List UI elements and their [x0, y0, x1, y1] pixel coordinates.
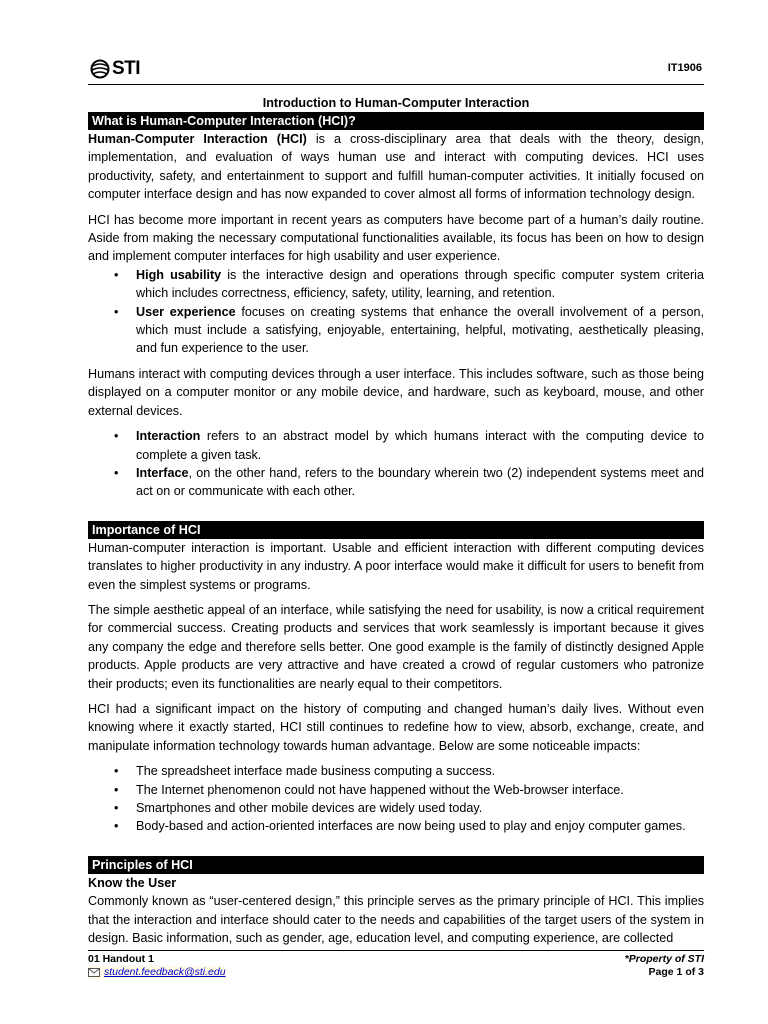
- header-divider: [88, 84, 704, 85]
- paragraph: HCI had a significant impact on the history of computing and changed human’s daily lives. Without even knowing where it exactly started, HCI still continues to redefine how to view, absorb, exchange, create, and manipulate information technology towards human advantage. Below are some noticeable impacts:: [88, 701, 704, 753]
- bullet-list: [88, 266, 704, 358]
- page-number: Page 1 of 3: [648, 966, 704, 978]
- bullet-list: [88, 762, 704, 836]
- list-item-text: focuses on creating systems that enhance the overall involvement of a person, which must include a satisfying, enjoyable, entertaining, helpful, motivating, aesthetically pleasing, and fun experience to the user.: [136, 304, 704, 356]
- document-code: IT1906: [667, 62, 702, 74]
- list-item: [88, 799, 704, 817]
- term: Interface: [136, 465, 189, 480]
- term: Human-Computer Interaction (HCI): [88, 132, 307, 146]
- envelope-icon: [88, 968, 100, 977]
- term: User experience: [136, 304, 236, 319]
- sti-globe-icon: [90, 59, 110, 79]
- bullet-icon: •: [114, 304, 119, 319]
- paragraph: Commonly known as “user-centered design,” this principle serves as the primary principle of HCI. This implies that the interaction and interface should cater to the needs and capabilities of the target users of the system in design. Basic information, such as gender, age, education level, and computing experience, are collected: [88, 894, 704, 946]
- email-link[interactable]: student.feedback@sti.edu: [104, 966, 226, 978]
- paragraph-text: is a cross-disciplinary area that deals with the theory, design, implementation, and evaluation of ways human use and interact with computing devices. HCI uses productivity, safety, and entertainment to support and fulfill human-computer activities. It initially focused on computer interface design and has now expanded to cover almost all forms of information technology design.: [88, 132, 705, 202]
- term: High usability: [136, 267, 222, 282]
- term: Interaction: [136, 429, 201, 444]
- bullet-icon: •: [114, 267, 119, 282]
- list-item-text: is the interactive design and operations through specific computer system criteria which includes correctness, efficiency, safety, utility, learning, and retention.: [136, 267, 704, 301]
- list-item: [88, 303, 704, 358]
- bullet-icon: •: [114, 429, 119, 444]
- document-title: Introduction to Human-Computer Interaction: [262, 96, 530, 110]
- bullet-icon: •: [114, 465, 119, 480]
- list-item-text: refers to an abstract model by which humans interact with the computing device to complete a given task.: [136, 429, 704, 462]
- paragraph: The simple aesthetic appeal of an interface, while satisfying the need for usability, is now a critical requirement for commercial success. Creating products and services that work seamlessly is important because it gives any company the edge and therefore sells better. One good example is the family of distinctly designed Apple products. Apple products are very attractive and have created a crowd of regular customers who patronize their products; even its functionalities are nearly equal to their competitors.: [88, 602, 704, 691]
- list-item-text: Smartphones and other mobile devices are widely used today.: [136, 801, 483, 815]
- list-item: [88, 817, 704, 835]
- property-label: *Property of STI: [624, 953, 704, 965]
- list-item-text: , on the other hand, refers to the boundary wherein two (2) independent systems meet and act on or communicate with each other.: [136, 465, 704, 499]
- section-heading-importance: Importance of HCI: [88, 521, 704, 539]
- bullet-icon: •: [114, 801, 119, 815]
- paragraph: [88, 130, 704, 204]
- list-item: [88, 762, 704, 780]
- list-item: [88, 464, 704, 501]
- paragraph: Human-computer interaction is important. Usable and efficient interaction with different computing devices translates to higher productivity in any industry. A poor interface would make it difficult for users to benefit from even the simplest systems or programs.: [88, 540, 704, 592]
- list-item: [88, 266, 704, 303]
- sti-logo: [90, 58, 140, 80]
- handout-label: 01 Handout 1: [88, 953, 154, 965]
- document-body: [88, 94, 704, 954]
- subheading-know-the-user: Know the User: [88, 875, 177, 890]
- paragraph: HCI has become more important in recent years as computers have become part of a human’s daily routine. Aside from making the necessary computational functionalities available, its focus has been on how to design and implement computer interfaces for high usability and user experience.: [88, 212, 704, 264]
- feedback-email: [88, 966, 226, 979]
- list-item: [88, 781, 704, 799]
- footer-divider: [88, 950, 704, 951]
- list-item: [88, 427, 704, 464]
- section-heading-principles: Principles of HCI: [88, 856, 704, 874]
- logo-text: STI: [112, 58, 141, 79]
- bullet-list: [88, 427, 704, 501]
- bullet-icon: •: [114, 819, 119, 834]
- bullet-icon: •: [114, 764, 119, 779]
- list-item-text: The Internet phenomenon could not have happened without the Web-browser interface.: [136, 782, 624, 797]
- bullet-icon: •: [114, 782, 119, 797]
- list-item-text: Body-based and action-oriented interfaces are now being used to play and enjoy computer games.: [136, 819, 686, 834]
- list-item-text: The spreadsheet interface made business computing a success.: [136, 764, 496, 779]
- section-heading-what-is-hci: What is Human-Computer Interaction (HCI)?: [88, 112, 704, 130]
- paragraph: Humans interact with computing devices through a user interface. This includes software, such as those being displayed on a computer monitor or any mobile device, and hardware, such as keyboard, mouse, and other external devices.: [88, 366, 704, 418]
